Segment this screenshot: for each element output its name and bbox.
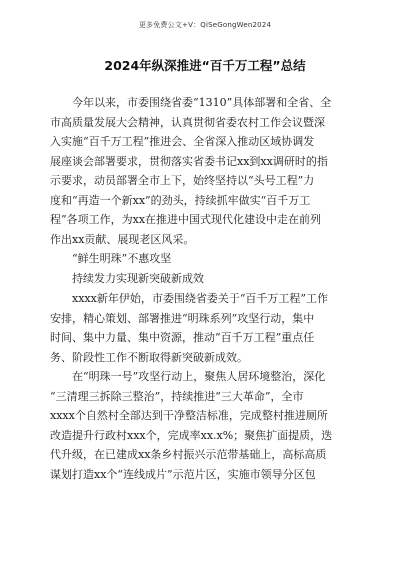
paragraph-2	[50, 289, 364, 367]
document-body	[50, 93, 364, 484]
text-line: xxxx个自然村全部达到干净整洁标准，完成整村推进厕所	[50, 409, 328, 422]
text-line: 安排，精心策划、部署推进“明珠系列”攻坚行动，集中	[50, 311, 315, 325]
text-line: “三清理三拆除三整治”，持续推进“三大革命”，全市	[50, 389, 304, 403]
watermark-text: 更多免费公文+V：QiSeGongWen2024	[138, 21, 272, 29]
text-line: 展座谈会部署要求，贯彻落实省委书记xx到xx调研时的指	[50, 154, 328, 168]
text-line: 改造提升行政村xxx个，完成率xx.x%；聚焦扩面提质，迭	[50, 428, 333, 442]
text-line: 度和“再造一个新xx”的劲头，持续抓牢做实“百千万工	[50, 193, 311, 207]
text-line: 程”各项工作，为xx在推进中国式现代化建设中走在前列	[50, 213, 322, 226]
text-line: 代升级，在已建成xx条乡村振兴示范带基础上，高标高质	[50, 448, 327, 461]
text-line: 入实施“百千万工程”推进会、全省深入推动区域协调发	[50, 135, 315, 148]
document-title: 2024年纵深推进“百千万工程”总结	[104, 58, 306, 73]
text-line: 谋划打造xx个“连线成片”示范片区，实施市领导分区包	[50, 467, 316, 481]
section-heading: “鲜生明珠”不惠攻坚	[72, 252, 172, 265]
paragraph-1	[50, 93, 364, 249]
text-line: 作出xx贡献、展现老区风采。	[50, 232, 195, 246]
text-line: 务、阶段性工作不断取得新突破新成效。	[50, 350, 248, 364]
section-subheading: 持续发力实现新突破新成效	[72, 272, 204, 285]
paragraph-3	[50, 367, 364, 484]
text-line: 时间、集中力量、集中资源，推动“百千万工程”重点任	[50, 331, 315, 344]
text-line: xxxx新年伊始，市委围绕省委关于“百千万工程”工作	[72, 292, 329, 305]
text-line: 市高质量发展大会精神，认真贯彻省委农村工作会议暨深	[50, 115, 325, 129]
text-line: 今年以来，市委围绕省委“1310”具体部署和全省、全	[72, 96, 332, 109]
text-line: 示要求，动员部署全市上下，始终坚持以“头号工程”力	[50, 174, 315, 187]
text-line: 在“明珠一号”攻坚行动上，聚焦人居环境整治，深化	[72, 370, 326, 383]
